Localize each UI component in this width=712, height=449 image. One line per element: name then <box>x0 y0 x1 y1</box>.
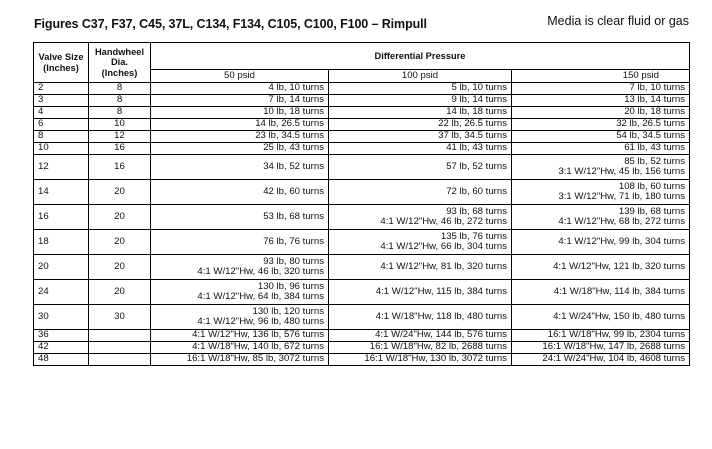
p50-cell <box>151 354 329 366</box>
valve-size-cell: 48 <box>34 354 89 366</box>
cell-line: 4:1 W/12"Hw, 121 lb, 320 turns <box>553 260 686 272</box>
valve-size-cell: 12 <box>34 155 89 180</box>
p50-cell <box>151 280 329 305</box>
valve-size-cell: 16 <box>34 205 89 230</box>
header-150psid: 150 psid <box>512 70 690 83</box>
cell-line: 4:1 W/24"Hw, 144 lb, 576 turns <box>375 329 507 341</box>
p50-cell <box>151 155 329 180</box>
handwheel-cell: 16 <box>89 155 151 180</box>
handwheel-cell: 20 <box>89 255 151 280</box>
cell-line: 4:1 W/18"Hw, 118 lb, 480 turns <box>375 310 507 322</box>
cell-line: 4:1 W/12"Hw, 96 lb, 480 turns <box>197 316 324 327</box>
valve-size-cell: 8 <box>34 131 89 143</box>
cell-line: 24:1 W/24"Hw, 104 lb, 4608 turns <box>542 353 686 365</box>
p100-cell <box>329 180 512 205</box>
header-100psid: 100 psid <box>329 70 512 83</box>
p150-cell <box>512 83 690 95</box>
cell-line: 37 lb, 34.5 turns <box>438 130 507 142</box>
handwheel-cell: 20 <box>89 230 151 255</box>
rimpull-table <box>33 42 690 366</box>
cell-line: 53 lb, 68 turns <box>263 210 324 222</box>
valve-size-cell: 6 <box>34 119 89 131</box>
cell-line: 4:1 W/12"Hw, 46 lb, 272 turns <box>380 216 507 227</box>
table-row <box>34 180 690 205</box>
header-differential-pressure: Differential Pressure <box>151 43 690 70</box>
valve-size-cell: 24 <box>34 280 89 305</box>
handwheel-cell <box>89 342 151 354</box>
cell-line: 16:1 W/18"Hw, 99 lb, 2304 turns <box>547 329 686 341</box>
cell-line: 4:1 W/12"Hw, 68 lb, 272 turns <box>558 216 686 227</box>
cell-line: 4 lb, 10 turns <box>268 82 324 94</box>
cell-line: 4:1 W/12"Hw, 81 lb, 320 turns <box>380 260 507 272</box>
cell-line: 4:1 W/24"Hw, 150 lb, 480 turns <box>553 310 686 322</box>
p150-cell <box>512 95 690 107</box>
table-row <box>34 143 690 155</box>
cell-line: 16:1 W/18"Hw, 147 lb, 2688 turns <box>542 341 686 353</box>
cell-line: 54 lb, 34.5 turns <box>616 130 686 142</box>
valve-size-cell: 4 <box>34 107 89 119</box>
table-row <box>34 155 690 180</box>
handwheel-cell: 8 <box>89 107 151 119</box>
cell-line: 130 lb, 96 turns <box>257 280 324 292</box>
p100-cell <box>329 342 512 354</box>
p100-cell <box>329 305 512 330</box>
valve-size-cell: 42 <box>34 342 89 354</box>
p100-cell <box>329 95 512 107</box>
p150-cell <box>512 230 690 255</box>
p150-cell <box>512 205 690 230</box>
p100-cell <box>329 354 512 366</box>
valve-size-cell: 14 <box>34 180 89 205</box>
cell-line: 3:1 W/12"Hw, 71 lb, 180 turns <box>558 191 686 202</box>
p150-cell <box>512 180 690 205</box>
table-row <box>34 107 690 119</box>
cell-line: 85 lb, 52 turns <box>624 155 686 167</box>
p50-cell <box>151 255 329 280</box>
handwheel-cell: 20 <box>89 180 151 205</box>
handwheel-cell: 30 <box>89 305 151 330</box>
header-handwheel: Handwheel Dia. (Inches) <box>89 43 151 83</box>
p100-cell <box>329 205 512 230</box>
table-row <box>34 205 690 230</box>
p50-cell <box>151 180 329 205</box>
p150-cell <box>512 280 690 305</box>
p100-cell <box>329 131 512 143</box>
handwheel-cell: 8 <box>89 95 151 107</box>
p150-cell <box>512 354 690 366</box>
valve-size-cell: 2 <box>34 83 89 95</box>
p50-cell <box>151 305 329 330</box>
table-row <box>34 83 690 95</box>
valve-size-cell: 3 <box>34 95 89 107</box>
header-valve-size: Valve Size (Inches) <box>34 43 89 83</box>
handwheel-cell: 20 <box>89 280 151 305</box>
valve-size-cell: 20 <box>34 255 89 280</box>
valve-size-cell: 30 <box>34 305 89 330</box>
p50-cell <box>151 107 329 119</box>
cell-line: 72 lb, 60 turns <box>446 185 507 197</box>
p100-cell <box>329 255 512 280</box>
p100-cell <box>329 330 512 342</box>
valve-size-cell: 10 <box>34 143 89 155</box>
p150-cell <box>512 107 690 119</box>
table-row <box>34 119 690 131</box>
cell-line: 34 lb, 52 turns <box>263 160 324 172</box>
cell-line: 135 lb, 76 turns <box>440 230 507 242</box>
cell-line: 16:1 W/18"Hw, 85 lb, 3072 turns <box>186 353 324 365</box>
cell-line: 7 lb, 10 turns <box>629 82 686 94</box>
table-body <box>34 83 690 366</box>
cell-line: 9 lb, 14 turns <box>451 94 507 106</box>
valve-size-cell: 18 <box>34 230 89 255</box>
p150-cell <box>512 255 690 280</box>
p50-cell <box>151 119 329 131</box>
cell-line: 93 lb, 80 turns <box>263 255 324 267</box>
cell-line: 4:1 W/12"Hw, 46 lb, 320 turns <box>197 266 324 277</box>
cell-line: 22 lb, 26.5 turns <box>438 118 507 130</box>
cell-line: 76 lb, 76 turns <box>263 235 324 247</box>
cell-line: 16:1 W/18"Hw, 82 lb, 2688 turns <box>369 341 507 353</box>
p50-cell <box>151 131 329 143</box>
p50-cell <box>151 330 329 342</box>
p150-cell <box>512 342 690 354</box>
handwheel-cell <box>89 330 151 342</box>
cell-line: 16:1 W/18"Hw, 130 lb, 3072 turns <box>364 353 507 365</box>
table-row <box>34 95 690 107</box>
p50-cell <box>151 205 329 230</box>
table-row <box>34 342 690 354</box>
cell-line: 4:1 W/12"Hw, 115 lb, 384 turns <box>375 285 507 297</box>
p150-cell <box>512 119 690 131</box>
cell-line: 3:1 W/12"Hw, 45 lb, 156 turns <box>558 166 686 177</box>
cell-line: 5 lb, 10 turns <box>451 82 507 94</box>
cell-line: 4:1 W/12"Hw, 66 lb, 304 turns <box>380 241 507 252</box>
cell-line: 4:1 W/12"Hw, 64 lb, 384 turns <box>197 291 324 302</box>
cell-line: 25 lb, 43 turns <box>263 142 324 154</box>
p100-cell <box>329 230 512 255</box>
valve-size-cell: 36 <box>34 330 89 342</box>
handwheel-cell <box>89 354 151 366</box>
header-50psid: 50 psid <box>151 70 329 83</box>
handwheel-cell: 20 <box>89 205 151 230</box>
table-row <box>34 305 690 330</box>
cell-line: 139 lb, 68 turns <box>618 205 686 217</box>
p50-cell <box>151 342 329 354</box>
table-row <box>34 131 690 143</box>
p50-cell <box>151 230 329 255</box>
cell-line: 4:1 W/18"Hw, 140 lb, 672 turns <box>192 341 324 353</box>
p50-cell <box>151 83 329 95</box>
cell-line: 14 lb, 26.5 turns <box>255 118 324 130</box>
cell-line: 93 lb, 68 turns <box>446 205 507 217</box>
cell-line: 4:1 W/12"Hw, 136 lb, 576 turns <box>192 329 324 341</box>
table-row <box>34 230 690 255</box>
handwheel-cell: 16 <box>89 143 151 155</box>
cell-line: 61 lb, 43 turns <box>624 142 686 154</box>
p100-cell <box>329 83 512 95</box>
cell-line: 108 lb, 60 turns <box>618 180 686 192</box>
p150-cell <box>512 330 690 342</box>
p150-cell <box>512 131 690 143</box>
cell-line: 4:1 W/12"Hw, 99 lb, 304 turns <box>558 235 686 247</box>
p100-cell <box>329 155 512 180</box>
handwheel-cell: 10 <box>89 119 151 131</box>
p50-cell <box>151 95 329 107</box>
table-row <box>34 280 690 305</box>
table-row <box>34 330 690 342</box>
p50-cell <box>151 143 329 155</box>
table-row <box>34 255 690 280</box>
cell-line: 42 lb, 60 turns <box>263 185 324 197</box>
cell-line: 130 lb, 120 turns <box>252 305 324 317</box>
handwheel-cell: 8 <box>89 83 151 95</box>
p150-cell <box>512 155 690 180</box>
cell-line: 7 lb, 14 turns <box>268 94 324 106</box>
p100-cell <box>329 143 512 155</box>
cell-line: 13 lb, 14 turns <box>624 94 686 106</box>
cell-line: 23 lb, 34.5 turns <box>255 130 324 142</box>
page-title: Figures C37, F37, C45, 37L, C134, F134, C105, C100, F100 – Rimpull <box>34 17 427 31</box>
handwheel-cell: 12 <box>89 131 151 143</box>
media-note: Media is clear fluid or gas <box>547 14 689 28</box>
cell-line: 14 lb, 18 turns <box>446 106 507 118</box>
p150-cell <box>512 305 690 330</box>
p100-cell <box>329 119 512 131</box>
cell-line: 20 lb, 18 turns <box>624 106 686 118</box>
cell-line: 10 lb, 18 turns <box>263 106 324 118</box>
p100-cell <box>329 280 512 305</box>
cell-line: 41 lb, 43 turns <box>446 142 507 154</box>
cell-line: 32 lb, 26.5 turns <box>616 118 686 130</box>
table-row <box>34 354 690 366</box>
cell-line: 57 lb, 52 turns <box>446 160 507 172</box>
p100-cell <box>329 107 512 119</box>
cell-line: 4:1 W/18"Hw, 114 lb, 384 turns <box>553 285 686 297</box>
p150-cell <box>512 143 690 155</box>
